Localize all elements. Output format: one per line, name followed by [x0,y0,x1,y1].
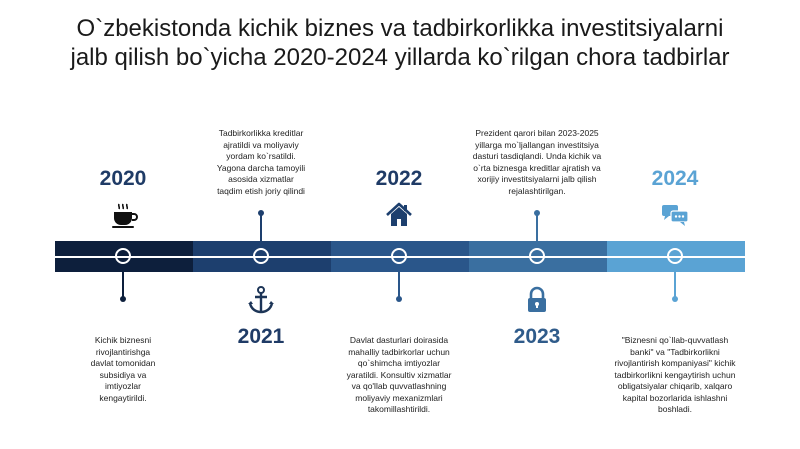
description-line: Kichik biznesni [94,335,152,345]
description-line: taqdim etish joriy qilindi [217,185,305,196]
year-label-2021: 2021 [237,325,285,348]
description-line: rivojlantirish kompaniyasi" kichik [614,358,736,368]
description-line: Tadbirkorlikka kreditlar [218,128,304,138]
year-label-2022: 2022 [375,167,423,190]
timeline-node-2024 [667,248,683,264]
description-line: rejalashtirilgan. [508,185,566,196]
description-line: asosida xizmatlar [228,174,294,184]
year-label-2023: 2023 [513,325,561,348]
description-line: davlat tomonidan [90,358,156,368]
description-line: qo`shimcha imtiyozlar [357,358,441,368]
connector-line-2021 [260,213,262,241]
anchor-icon [245,284,277,316]
description-line: xorijiy investitsiyalarni jalb qilish [477,174,597,184]
description-line: mahalliy tadbirkorlar uchun [348,346,450,357]
chat-bubbles-icon [659,199,691,231]
lock-icon [521,284,553,316]
description-line: subsidiya va [99,369,147,380]
event-description-2022 [324,335,474,416]
title-line-2: jalb qilish bo`yicha 2020-2024 yillarda ko`rilgan chora tadbirlar [70,44,730,71]
description-line: "Biznesni qo`llab-quvvatlash [621,335,729,345]
description-line: yillarga mo`ljallangan investitsiya [475,139,599,150]
event-description-2024 [600,335,750,416]
description-line: yaratildi. Konsultiv xizmatlar [346,369,452,380]
timeline-node-2021 [253,248,269,264]
description-line: Yagona darcha tamoyili [216,162,306,173]
page-title [0,14,800,72]
description-line: banki" va "Tadbirkorlikni [630,346,720,357]
connector-line-2024 [674,272,676,298]
description-line: moliyaviy mexanizmlari [355,392,443,403]
event-description-2023 [452,128,622,197]
timeline-node-2023 [529,248,545,264]
description-line: kapital bozorlarida ishlashni [622,392,728,403]
connector-dot-2023 [534,210,540,216]
description-line: boshladi. [657,404,693,414]
description-line: dasturi tasdiqlandi. Unda kichik va [472,151,602,161]
description-line: tadbirkorlikni kengaytirish uchun [614,369,736,380]
connector-dot-2021 [258,210,264,216]
description-line: va qo'llab quvvatlashning [351,381,447,391]
title-line-1: O`zbekistonda kichik biznes va tadbirkorlikka investitsiyalarni [76,15,724,42]
event-description-2020 [48,335,198,404]
connector-dot-2024 [672,296,678,302]
connector-dot-2022 [396,296,402,302]
description-line: imtiyozlar [105,381,141,391]
description-line: Prezident qarori bilan 2023-2025 [475,128,599,138]
description-line: kengaytirildi. [99,392,147,403]
event-description-2021 [176,128,346,197]
description-line: yordam ko`rsatildi. [226,151,296,161]
timeline-node-2022 [391,248,407,264]
connector-dot-2020 [120,296,126,302]
year-label-2020: 2020 [99,167,147,190]
description-line: o`rta biznesga kreditlar ajratish va [473,162,601,173]
description-line: Davlat dasturlari doirasida [349,335,449,345]
description-line: rivojlantirishga [95,346,151,357]
coffee-cup-icon [107,199,139,231]
connector-line-2020 [122,272,124,298]
connector-line-2022 [398,272,400,298]
description-line: obligatsiyalar chiqarib, xalqaro [617,381,733,391]
year-label-2024: 2024 [651,167,699,190]
timeline-node-2020 [115,248,131,264]
house-icon [383,199,415,231]
description-line: takomillashtirildi. [367,404,431,414]
description-line: ajratildi va moliyaviy [223,139,299,150]
connector-line-2023 [536,213,538,241]
